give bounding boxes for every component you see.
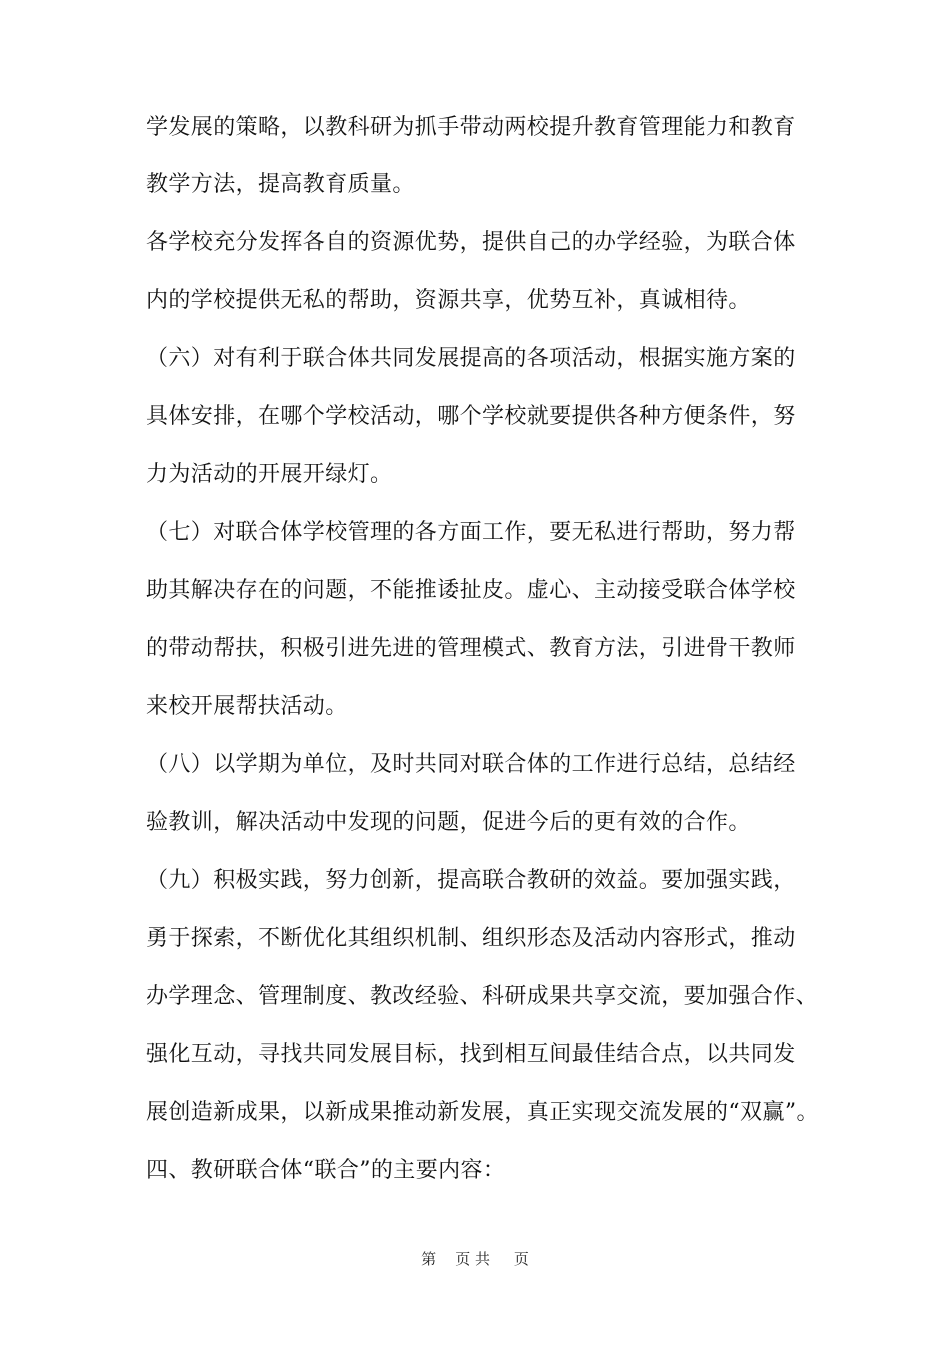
text-line: （九）积极实践，努力创新，提高联合教研的效益。要加强实践，: [146, 868, 796, 893]
text-line: 具体安排，在哪个学校活动，哪个学校就要提供各种方便条件，努: [146, 404, 796, 429]
text-line: 力为活动的开展开绿灯。: [146, 462, 393, 487]
text-line: 各学校充分发挥各自的资源优势，提供自己的办学经验，为联合体: [146, 230, 796, 255]
text-line: 助其解决存在的问题，不能推诿扯皮。虚心、主动接受联合体学校: [146, 578, 796, 603]
text-line: 办学理念、管理制度、教改经验、科研成果共享交流，要加强合作、: [146, 984, 819, 1009]
text-line: （六）对有利于联合体共同发展提高的各项活动，根据实施方案的: [146, 346, 796, 371]
text-line: 来校开展帮扶活动。: [146, 694, 348, 719]
text-line: 验教训，解决活动中发现的问题，促进今后的更有效的合作。: [146, 810, 751, 835]
text-line: 学发展的策略，以教科研为抓手带动两校提升教育管理能力和教育: [146, 115, 796, 140]
text-line: 四、教研联合体“联合”的主要内容：: [146, 1158, 506, 1183]
text-line: 勇于探索，不断优化其组织机制、组织形态及活动内容形式，推动: [146, 926, 796, 951]
text-line: 教学方法，提高教育质量。: [146, 172, 415, 197]
page-footer: 第 页 共 页: [421, 1250, 529, 1268]
text-line: 强化互动，寻找共同发展目标，找到相互间最佳结合点，以共同发: [146, 1042, 796, 1067]
text-line: 内的学校提供无私的帮助，资源共享，优势互补，真诚相待。: [146, 288, 751, 313]
text-line: 的带动帮扶，积极引进先进的管理模式、教育方法，引进骨干教师: [146, 636, 796, 661]
text-line: （八）以学期为单位，及时共同对联合体的工作进行总结，总结经: [146, 752, 796, 777]
text-line: 展创造新成果，以新成果推动新发展，真正实现交流发展的“双赢”。: [146, 1100, 819, 1125]
text-line: （七）对联合体学校管理的各方面工作，要无私进行帮助，努力帮: [146, 520, 796, 545]
